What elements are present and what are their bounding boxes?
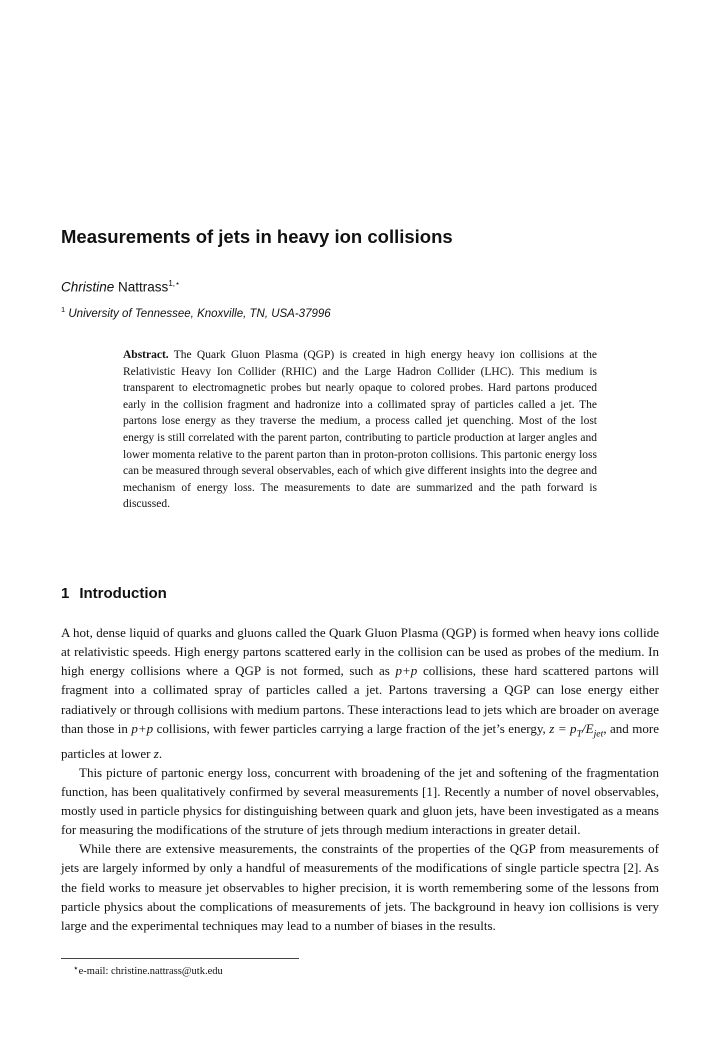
p1-text-d: , and more particles at lower	[61, 720, 659, 761]
section-number: 1	[61, 585, 70, 602]
section-title: Introduction	[79, 585, 167, 602]
section-heading	[61, 585, 167, 602]
author-marks: 1,⋆	[168, 279, 180, 288]
paper-title: Measurements of jets in heavy ion collisions	[61, 226, 453, 247]
abstract-text: The Quark Gluon Plasma (QGP) is created in high energy heavy ion collisions at the Relativistic Heavy Ion Collider (RHIC) and the Large Hadron Collider (LHC). This medium is transparent to electromagnetic probes but nearly opaque to colored probes. Hard partons produced early in the collision fragment and hadronize into a collimated spray of particles called a jet. The partons lose energy as they traverse the medium, a process called jet quenching. Most of the lost energy is still correlated with the parent parton, contributing to particle production at larger angles and lower momenta relative to the parent parton than in proton-proton collisions. This partonic energy loss can be measured through several observables, each of which give different insights into the degree and mechanism of energy loss. The measurements to date are summarized and the path forward is discussed.	[123, 349, 597, 511]
footnote-email: e-mail: christine.nattrass@utk.edu	[78, 966, 223, 977]
p1-text-c: collisions, with fewer particles carrying a large fraction of the jet’s energy,	[153, 720, 550, 736]
affiliation-mark: 1	[61, 305, 66, 314]
paragraph-2: This picture of partonic energy loss, concurrent with broadening of the jet and softening of the fragmentation function, has been qualitatively confirmed by several measurements [1]. Recently a number of novel observables, mostly used in particle physics for distinguishing between quark and gluon jets, have been investigated as a means for measuring the modifications of the struture of jets through medium interactions in greater detail.	[61, 764, 659, 838]
p1-text-e: .	[158, 745, 163, 761]
author-line	[61, 279, 180, 295]
affiliation	[61, 305, 331, 320]
p1-math-z: z	[153, 745, 159, 761]
abstract-label: Abstract.	[123, 349, 169, 361]
p1-math-z-definition: $z = p_T/E_{jet}$	[549, 720, 604, 740]
author-family-name: Nattrass	[118, 279, 169, 295]
abstract	[123, 347, 597, 513]
p1-math-pp-1: p+p	[395, 663, 418, 679]
p1-text-b: collisions, these hard scattered partons will fragment into a collimated spray of particles called a jet. Partons traversing a QGP can lose energy either radiatively or through collisions with medium partons. These interactions lead to jets which are broader on average than those in	[61, 663, 659, 736]
footnote	[73, 963, 223, 977]
author-given-name: Christine	[61, 279, 115, 295]
footnote-mark: ⋆	[73, 963, 79, 973]
p1-text-a: A hot, dense liquid of quarks and gluons called the Quark Gluon Plasma (QGP) is formed when heavy ions collide at relativistic speeds. High energy partons scattered early in the collision can be used as probes of the medium. In high energy collisions where a QGP is not formed, such as	[61, 625, 659, 679]
footnote-rule	[61, 958, 299, 959]
body-text	[61, 623, 659, 935]
p1-math-pp-2: p+p	[131, 720, 154, 736]
paragraph-3: While there are extensive measurements, the constraints of the properties of the QGP from measurements of jets are largely informed by only a handful of measurements of the modifications of single particle spectra [2]. As the field works to measure jet observables to higher precision, it is worth remembering some of the lessons from particle physics about the complications of measurements of jets. The background in heavy ion collisions is very large and the experimental techniques may lead to a number of biases in the results.	[61, 841, 659, 933]
affiliation-text: University of Tennessee, Knoxville, TN, USA-37996	[68, 307, 331, 320]
paragraph-1	[61, 623, 659, 763]
